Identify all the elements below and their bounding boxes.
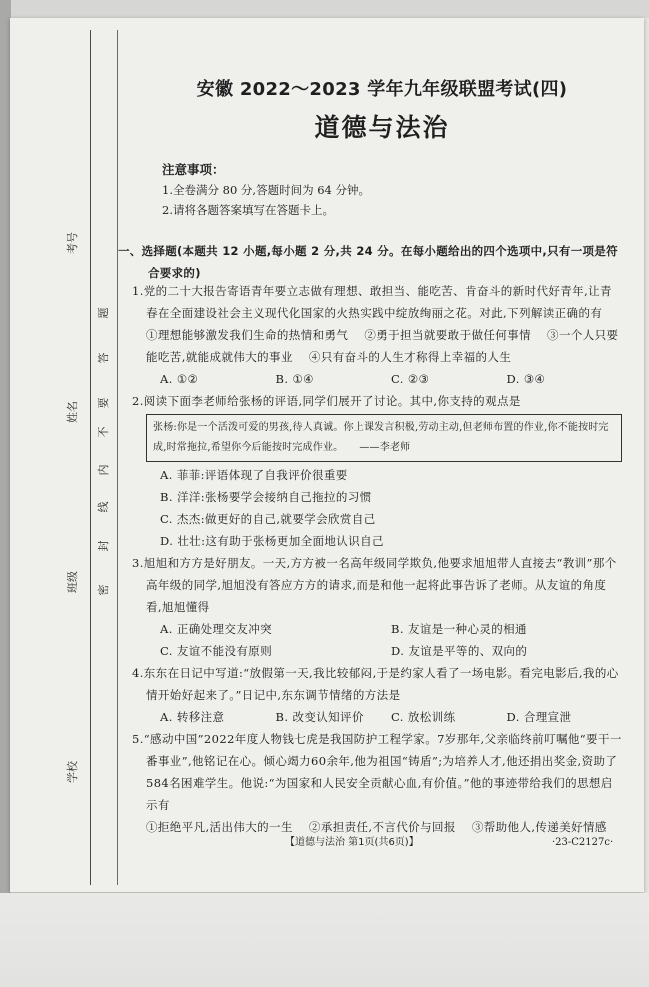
label-exam-number: 考号	[66, 232, 79, 254]
section-heading: 一、选择题(本题共 12 小题,每小题 2 分,共 24 分。在每小题给出的四个选项中,只有一项是符合要求的)	[118, 244, 618, 280]
option-c: C. 放松训练	[391, 710, 456, 724]
option-list	[132, 368, 622, 390]
option-list	[132, 618, 622, 640]
option-a: A. ①②	[160, 372, 199, 386]
option-c: C. ②③	[391, 372, 430, 386]
notice-block	[162, 160, 602, 220]
page-number: 【道德与法治 第1页(共6页)】	[285, 837, 419, 848]
question-5	[132, 728, 622, 838]
statement: ②勇于担当就要敢于做任何事情	[364, 328, 531, 342]
seal-char: 要	[97, 397, 110, 409]
subject-title: 道德与法治	[314, 113, 450, 142]
label-school: 学校	[66, 761, 79, 783]
statement: ④只有奋斗的人生才称得上幸福的人生	[308, 350, 512, 364]
option-d: D. ③④	[506, 372, 546, 386]
teacher-comment-box	[146, 414, 622, 462]
background-top	[0, 0, 649, 18]
option-b: B. 洋洋:张杨要学会接纳自己拖拉的习惯	[160, 490, 372, 504]
option-d: D. 友谊是平等的、双向的	[391, 644, 528, 658]
statement: ①理想能够激发我们生命的热情和勇气	[146, 328, 349, 342]
notice-item: 2.请将各题答案填写在答题卡上。	[162, 203, 334, 217]
option-d: D. 壮壮:这有助于张杨更加全面地认识自己	[160, 534, 384, 548]
exam-title: 安徽 2022～2023 学年九年级联盟考试(四)	[196, 79, 568, 100]
option-b: B. 改变认知评价	[275, 710, 364, 724]
binding-line-outer	[90, 30, 91, 885]
question-1	[132, 280, 622, 390]
option-a: A. 菲菲:评语体现了自我评价很重要	[160, 468, 348, 482]
seal-char: 不	[97, 426, 110, 438]
statement: ②承担责任,不言代价与回报	[308, 820, 456, 834]
option-c: C. 友谊不能没有原则	[160, 644, 273, 658]
comment-signature: ——李老师	[359, 442, 411, 453]
option-b: B. ①④	[275, 372, 314, 386]
question-list	[132, 280, 622, 838]
question-4	[132, 662, 622, 728]
label-name: 姓名	[66, 401, 79, 423]
option-a: A. 正确处理交友冲突	[160, 622, 273, 636]
seal-char: 密	[97, 584, 110, 596]
option-list	[132, 464, 622, 552]
statement: ③一个人只要能吃苦,就能成就伟大的事业	[146, 328, 619, 364]
page-footer	[0, 834, 649, 852]
statement: ①拒绝平凡,活出伟大的一生	[146, 820, 293, 834]
notice-item: 1.全卷满分 80 分,答题时间为 64 分钟。	[162, 183, 371, 197]
option-list	[132, 706, 622, 728]
statement-list	[132, 324, 622, 368]
teacher-comment: 张杨:你是一个活泼可爱的男孩,待人真诚。你上课发言积极,劳动主动,但老师布置的作业,你不能按时完成,时常拖拉,希望你今后能按时完成作业。	[153, 422, 609, 453]
lower-sheet	[0, 893, 649, 987]
question-stem: 2.阅读下面李老师给张杨的评语,同学们展开了讨论。其中,你支持的观点是	[132, 394, 521, 408]
option-list	[132, 640, 622, 662]
paper-code: ·23-C2127c·	[552, 837, 614, 848]
question-stem: 5.“感动中国”2022年度人物钱七虎是我国防护工程学家。7岁那年,父亲临终前叮嘱他“要干一番事业”,他铭记在心。倾心竭力60余年,他为祖国“铸盾”;为培养人才,他还捐出奖金,资助了584名困难学生。他说:“为国家和人民安全贡献心血,有价值。”他的事迹带给我们的思想启示有	[132, 732, 622, 812]
notice-heading: 注意事项：	[162, 162, 225, 177]
option-b: B. 友谊是一种心灵的相通	[391, 622, 527, 636]
option-a: A. 转移注意	[160, 710, 225, 724]
question-stem: 4.东东在日记中写道:“放假第一天,我比较郁闷,于是约家人看了一场电影。看完电影后,我的心情开始好起来了。”日记中,东东调节情绪的方法是	[132, 666, 619, 702]
label-class: 班级	[66, 571, 79, 593]
option-c: C. 杰杰:做更好的自己,就要学会欣赏自己	[160, 512, 376, 526]
seal-char: 内	[97, 464, 110, 476]
option-d: D. 合理宣泄	[506, 710, 572, 724]
question-3	[132, 552, 622, 662]
statement: ③帮助他人,传递美好情感	[471, 820, 607, 834]
seal-char: 题	[97, 307, 110, 319]
seal-char: 封	[97, 540, 110, 552]
question-2	[132, 390, 622, 552]
question-stem: 3.旭旭和方方是好朋友。一天,方方被一名高年级同学欺负,他要求旭旭带人直接去“教训”那个高年级的同学,旭旭没有答应方方的请求,而是和他一起将此事告诉了老师。从友谊的角度看,旭旭懂得	[132, 556, 617, 614]
seal-char: 答	[97, 352, 110, 364]
question-stem: 1.党的二十大报告寄语青年要立志做有理想、敢担当、能吃苦、肯奋斗的新时代好青年,让青春在全面建设社会主义现代化国家的火热实践中绽放绚丽之花。对此,下列解读正确的有	[132, 284, 612, 320]
seal-char: 线	[97, 501, 110, 513]
binding-line-inner	[117, 30, 118, 885]
